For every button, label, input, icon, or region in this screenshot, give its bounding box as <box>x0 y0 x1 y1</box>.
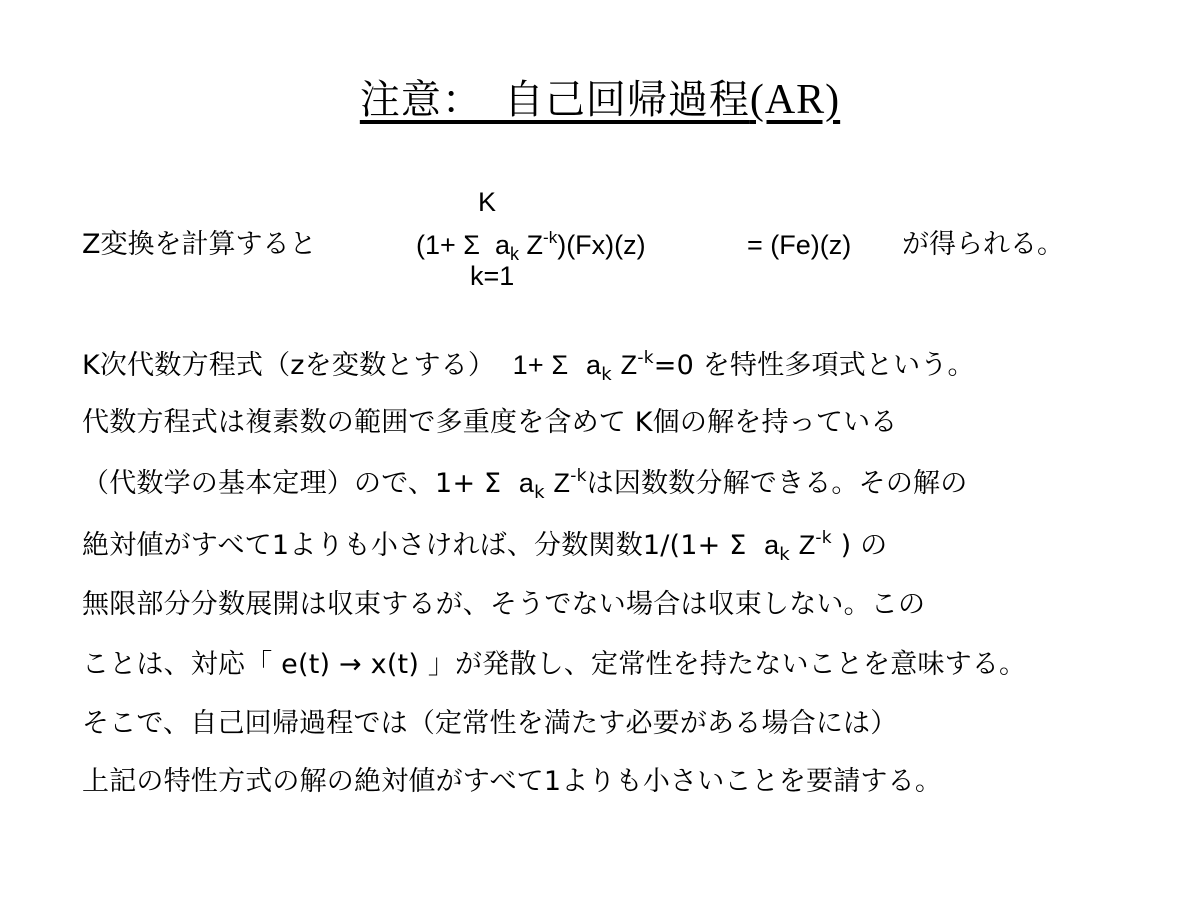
expr-coef-sub: k <box>510 244 520 264</box>
text-line-7: そこで、自己回帰過程では（定常性を満たす必要がある場合には） <box>82 708 898 739</box>
text-line-3 <box>82 466 967 501</box>
l1-z-sup: -k <box>637 348 654 368</box>
l1-sum: 1+ Σ <box>512 350 569 380</box>
l4-coef-sub: k <box>779 544 790 565</box>
text-line-6: ことは、対応「 e(t) → x(t) 」が発散し、定常性を持たないことを意味する。 <box>82 649 1027 680</box>
text-line-8: 上記の特性方式の解の絶対値がすべて1よりも小さいことを要請する。 <box>82 766 943 797</box>
l1-tail: =0 を特性多項式という。 <box>653 350 975 381</box>
l1-coef: a <box>586 350 602 380</box>
l3-text: （代数学の基本定理）ので、1+ Σ <box>82 468 502 499</box>
sum-upper-limit: K <box>478 187 497 217</box>
text-line-4 <box>82 528 887 563</box>
text-line-5: 無限部分分数展開は収束するが、そうでない場合は収束しない。この <box>82 589 926 620</box>
formula-rhs: = (Fe)(z) <box>747 230 852 260</box>
l3-tail: は因数数分解できる。その解の <box>586 468 968 499</box>
l1-coef-sub: k <box>601 364 612 385</box>
text-line-2: 代数方程式は複素数の範囲で多重度を含めて K個の解を持っている <box>82 407 898 438</box>
l4-text: 絶対値がすべて1よりも小さければ、分数関数1/(1+ Σ <box>82 530 747 561</box>
l3-coef: a <box>518 468 535 498</box>
l3-z: Z <box>553 468 571 498</box>
title-japanese: 注意： 自己回帰過程 <box>359 77 750 123</box>
text-line-1 <box>82 348 975 383</box>
l1-text: K次代数方程式（zを変数とする） <box>82 350 496 381</box>
l4-z: Z <box>798 530 816 560</box>
expr-z: Z <box>526 230 544 260</box>
formula-expression <box>416 228 646 262</box>
l3-coef-sub: k <box>534 482 545 503</box>
l4-coef: a <box>764 530 780 560</box>
expr-rest: )(Fx)(z) <box>557 230 646 260</box>
l3-z-sup: -k <box>570 466 587 486</box>
l1-z: Z <box>620 350 638 380</box>
title-latin: (AR) <box>749 77 841 123</box>
expr-z-sup: -k <box>543 228 558 247</box>
slide-title <box>0 72 1200 128</box>
formula-tail: が得られる。 <box>902 229 1064 260</box>
l4-z-sup: -k <box>815 528 832 548</box>
expr-open: (1+ Σ <box>416 230 480 260</box>
sum-lower-limit: k=1 <box>470 261 515 291</box>
l4-tail: ) の <box>840 530 888 561</box>
formula-intro: Z変換を計算すると <box>82 229 317 260</box>
expr-coef: a <box>494 230 511 260</box>
